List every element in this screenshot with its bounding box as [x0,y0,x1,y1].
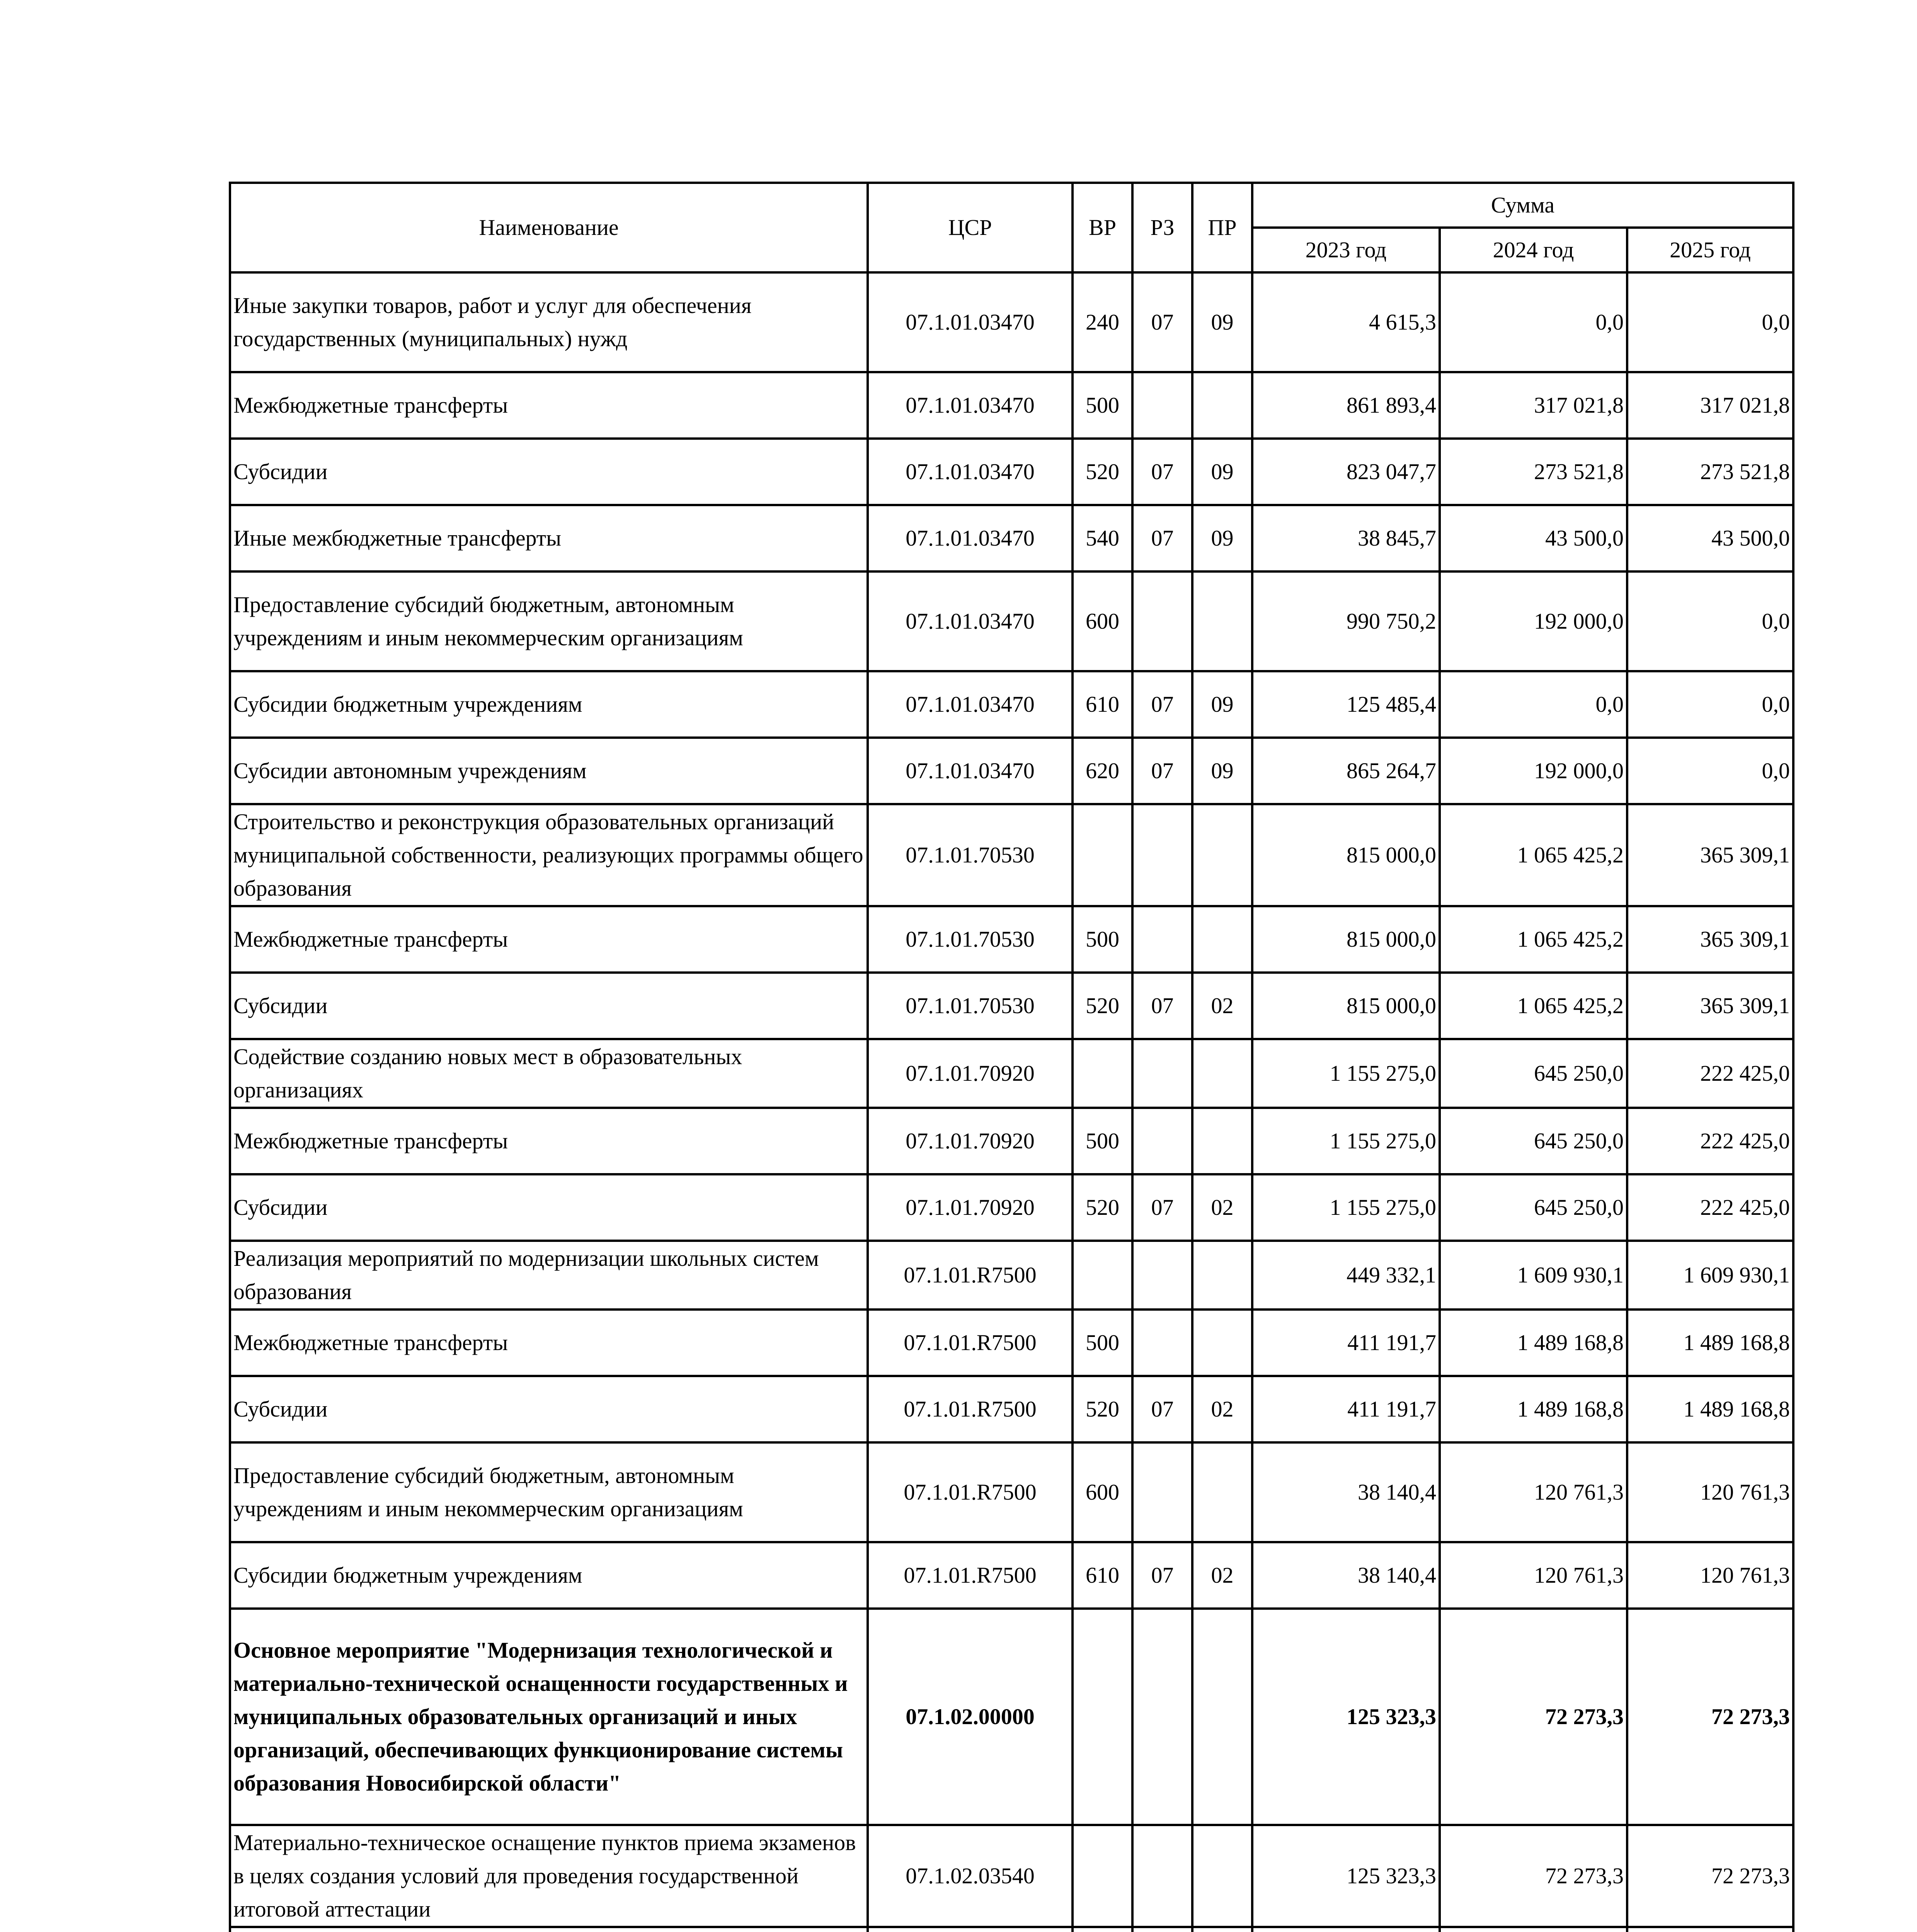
cell-2025: 365 309,1 [1627,906,1793,973]
cell-2025: 365 309,1 [1627,804,1793,906]
cell-2023: 865 264,7 [1252,738,1440,804]
cell-2025: 222 425,0 [1627,1174,1793,1241]
cell-2024: 0,0 [1440,272,1627,372]
cell-2023: 4 615,3 [1252,272,1440,372]
table-row [230,804,1793,906]
table-row [230,906,1793,973]
table-row [230,1542,1793,1609]
cell-2024: 192 000,0 [1440,571,1627,671]
cell-2023: 125 323,3 [1252,1825,1440,1927]
cell-2025: 0,0 [1627,571,1793,671]
cell-csr: 07.1.01.03470 [868,738,1073,804]
cell-pr: 02 [1192,1542,1252,1609]
table-row [230,671,1793,738]
cell-2023: 1 155 275,0 [1252,1108,1440,1174]
cell-2025: 0,0 [1627,671,1793,738]
cell-2023: 411 191,7 [1252,1310,1440,1376]
header-vr: ВР [1073,183,1132,272]
table-row [230,1310,1793,1376]
table-row [230,973,1793,1039]
cell-name: Содействие созданию новых мест в образовательных организациях [230,1039,868,1108]
cell-csr: 07.1.01.70920 [868,1174,1073,1241]
cell-name: Межбюджетные трансферты [230,906,868,973]
header-pr: ПР [1192,183,1252,272]
header-csr: ЦСР [868,183,1073,272]
cell-2023: 823 047,7 [1252,439,1440,505]
cell-pr [1192,1927,1252,1932]
cell-vr [1073,1241,1132,1310]
cell-name: Предоставление субсидий бюджетным, автономным учреждениям и иным некоммерческим организациям [230,1442,868,1542]
cell-pr [1192,804,1252,906]
cell-pr [1192,571,1252,671]
cell-name: Межбюджетные трансферты [230,1310,868,1376]
cell-csr [868,1927,1073,1932]
cell-rz [1132,1825,1192,1927]
cell-csr: 07.1.01.R7500 [868,1442,1073,1542]
cell-2023: 125 323,3 [1252,1609,1440,1825]
cell-2023: 125 485,4 [1252,671,1440,738]
cell-pr: 02 [1192,1376,1252,1442]
cell-pr: 09 [1192,738,1252,804]
table-row [230,1108,1793,1174]
cell-vr: 620 [1073,738,1132,804]
cell-rz: 07 [1132,272,1192,372]
cell-rz [1132,372,1192,439]
cell-vr [1073,804,1132,906]
cell-name: Субсидии бюджетным учреждениям [230,671,868,738]
cell-2025: 1 489 168,8 [1627,1310,1793,1376]
cell-pr [1192,1039,1252,1108]
cell-name: Иные закупки товаров, работ и услуг для обеспечения государственных (муниципальных) нужд [230,272,868,372]
cell-2023: 815 000,0 [1252,906,1440,973]
cell-pr: 09 [1192,272,1252,372]
cell-rz [1132,1241,1192,1310]
cell-csr: 07.1.01.R7500 [868,1241,1073,1310]
cell-vr [1073,1927,1132,1932]
cell-pr [1192,1609,1252,1825]
cell-2025 [1627,1927,1793,1932]
cell-vr: 520 [1073,973,1132,1039]
cell-2025: 120 761,3 [1627,1442,1793,1542]
cell-2024: 645 250,0 [1440,1108,1627,1174]
cell-2025: 1 609 930,1 [1627,1241,1793,1310]
cell-2023: 38 140,4 [1252,1442,1440,1542]
table-row [230,1609,1793,1825]
cell-rz [1132,1442,1192,1542]
cell-2024: 72 273,3 [1440,1609,1627,1825]
cell-2025: 365 309,1 [1627,973,1793,1039]
table-row [230,571,1793,671]
cell-rz [1132,1108,1192,1174]
cell-name: Субсидии автономным учреждениям [230,738,868,804]
cell-pr [1192,372,1252,439]
cell-vr: 240 [1073,272,1132,372]
cell-2025: 317 021,8 [1627,372,1793,439]
budget-table [229,182,1794,1932]
cell-vr: 500 [1073,1108,1132,1174]
cell-2024: 43 500,0 [1440,505,1627,571]
cell-csr: 07.1.01.70530 [868,973,1073,1039]
cell-2023: 38 140,4 [1252,1542,1440,1609]
cell-2023: 861 893,4 [1252,372,1440,439]
cell-rz: 07 [1132,505,1192,571]
cell-csr: 07.1.01.R7500 [868,1542,1073,1609]
cell-name: Материально-техническое оснащение пунктов приема экзаменов в целях создания условий для проведения государственной итоговой аттестации [230,1825,868,1927]
cell-pr [1192,1442,1252,1542]
header-2024: 2024 год [1440,228,1627,272]
cell-2024 [1440,1927,1627,1932]
cell-2024: 192 000,0 [1440,738,1627,804]
cell-vr: 520 [1073,1376,1132,1442]
cell-2024: 120 761,3 [1440,1442,1627,1542]
cell-2025: 72 273,3 [1627,1825,1793,1927]
cell-2023: 815 000,0 [1252,973,1440,1039]
cell-rz [1132,804,1192,906]
cell-2023: 1 155 275,0 [1252,1039,1440,1108]
cell-rz [1132,1609,1192,1825]
cell-2024: 317 021,8 [1440,372,1627,439]
cell-2024: 1 065 425,2 [1440,906,1627,973]
header-2025: 2025 год [1627,228,1793,272]
cell-name: Предоставление субсидий бюджетным, автономным учреждениям и иным некоммерческим организациям [230,571,868,671]
cell-2023: 38 845,7 [1252,505,1440,571]
table-row [230,372,1793,439]
header-name: Наименование [230,183,868,272]
cell-2023: 411 191,7 [1252,1376,1440,1442]
table-row [230,1174,1793,1241]
cell-rz: 07 [1132,671,1192,738]
cell-vr [1073,1039,1132,1108]
cell-rz [1132,1039,1192,1108]
cell-2024: 1 065 425,2 [1440,804,1627,906]
table-row [230,1927,1793,1932]
cell-vr: 600 [1073,571,1132,671]
cell-2025: 273 521,8 [1627,439,1793,505]
cell-2025: 0,0 [1627,738,1793,804]
table-row [230,1442,1793,1542]
cell-csr: 07.1.01.70530 [868,804,1073,906]
cell-pr: 02 [1192,1174,1252,1241]
cell-name: Субсидии [230,973,868,1039]
cell-csr: 07.1.01.R7500 [868,1310,1073,1376]
cell-2023: 1 155 275,0 [1252,1174,1440,1241]
cell-2024: 72 273,3 [1440,1825,1627,1927]
cell-rz [1132,1927,1192,1932]
table-row [230,1039,1793,1108]
cell-2024: 273 521,8 [1440,439,1627,505]
cell-2025: 222 425,0 [1627,1108,1793,1174]
cell-vr: 610 [1073,1542,1132,1609]
cell-name: Реализация мероприятий по модернизации школьных систем образования [230,1241,868,1310]
cell-rz: 07 [1132,738,1192,804]
table-row [230,738,1793,804]
cell-pr: 02 [1192,973,1252,1039]
cell-csr: 07.1.01.03470 [868,272,1073,372]
cell-csr: 07.1.01.70920 [868,1108,1073,1174]
cell-rz: 07 [1132,1174,1192,1241]
table-row [230,1825,1793,1927]
cell-rz: 07 [1132,439,1192,505]
cell-2024: 645 250,0 [1440,1039,1627,1108]
cell-rz: 07 [1132,1376,1192,1442]
table-row [230,1376,1793,1442]
cell-2025: 120 761,3 [1627,1542,1793,1609]
cell-2023: 449 332,1 [1252,1241,1440,1310]
cell-vr: 540 [1073,505,1132,571]
cell-pr: 09 [1192,505,1252,571]
cell-name: Субсидии [230,1376,868,1442]
table-body [230,272,1793,1932]
cell-csr: 07.1.01.03470 [868,372,1073,439]
cell-name: Основное мероприятие "Модернизация технологической и материально-технической оснащенности государственных и муниципальных образовательных организаций и иных организаций, обеспечивающих функционирование системы образования Новосибирской области" [230,1609,868,1825]
cell-vr: 610 [1073,671,1132,738]
cell-2025: 0,0 [1627,272,1793,372]
cell-vr: 500 [1073,372,1132,439]
cell-pr: 09 [1192,671,1252,738]
cell-name: Субсидии [230,439,868,505]
cell-vr: 500 [1073,1310,1132,1376]
cell-2025: 43 500,0 [1627,505,1793,571]
cell-csr: 07.1.01.03470 [868,505,1073,571]
cell-vr: 520 [1073,1174,1132,1241]
cell-csr: 07.1.02.00000 [868,1609,1073,1825]
cell-vr: 500 [1073,906,1132,973]
cell-pr [1192,1825,1252,1927]
cell-2025: 222 425,0 [1627,1039,1793,1108]
cell-pr [1192,906,1252,973]
header-sum: Сумма [1252,183,1793,228]
cell-csr: 07.1.01.03470 [868,671,1073,738]
cell-2024: 1 489 168,8 [1440,1310,1627,1376]
table-row [230,505,1793,571]
cell-pr [1192,1108,1252,1174]
cell-vr: 520 [1073,439,1132,505]
table-row [230,1241,1793,1310]
cell-2023: 815 000,0 [1252,804,1440,906]
cell-name: Иные межбюджетные трансферты [230,505,868,571]
header-rz: РЗ [1132,183,1192,272]
cell-csr: 07.1.02.03540 [868,1825,1073,1927]
cell-2024: 1 489 168,8 [1440,1376,1627,1442]
cell-rz [1132,906,1192,973]
cell-2024: 645 250,0 [1440,1174,1627,1241]
cell-csr: 07.1.01.70530 [868,906,1073,973]
cell-rz [1132,1310,1192,1376]
cell-name: Строительство и реконструкция образовательных организаций муниципальной собственности, реализующих программы общего образования [230,804,868,906]
cell-2024: 1 065 425,2 [1440,973,1627,1039]
cell-csr: 07.1.01.70920 [868,1039,1073,1108]
cell-2023 [1252,1927,1440,1932]
cell-2023: 990 750,2 [1252,571,1440,671]
cell-2025: 72 273,3 [1627,1609,1793,1825]
table-row [230,272,1793,372]
cell-2024: 1 609 930,1 [1440,1241,1627,1310]
cell-csr: 07.1.01.03470 [868,439,1073,505]
cell-name: Субсидии бюджетным учреждениям [230,1542,868,1609]
cell-name: Субсидии [230,1174,868,1241]
cell-vr [1073,1825,1132,1927]
cell-2024: 120 761,3 [1440,1542,1627,1609]
cell-name: Межбюджетные трансферты [230,372,868,439]
cell-name: Межбюджетные трансферты [230,1108,868,1174]
cell-pr [1192,1241,1252,1310]
cell-vr: 600 [1073,1442,1132,1542]
cell-pr [1192,1310,1252,1376]
cell-2025: 1 489 168,8 [1627,1376,1793,1442]
cell-rz: 07 [1132,973,1192,1039]
cell-csr: 07.1.01.03470 [868,571,1073,671]
cell-vr [1073,1609,1132,1825]
cell-rz: 07 [1132,1542,1192,1609]
cell-name [230,1927,868,1932]
table-row [230,439,1793,505]
cell-2024: 0,0 [1440,671,1627,738]
header-2023: 2023 год [1252,228,1440,272]
cell-csr: 07.1.01.R7500 [868,1376,1073,1442]
cell-rz [1132,571,1192,671]
cell-pr: 09 [1192,439,1252,505]
table-header [230,183,1793,272]
